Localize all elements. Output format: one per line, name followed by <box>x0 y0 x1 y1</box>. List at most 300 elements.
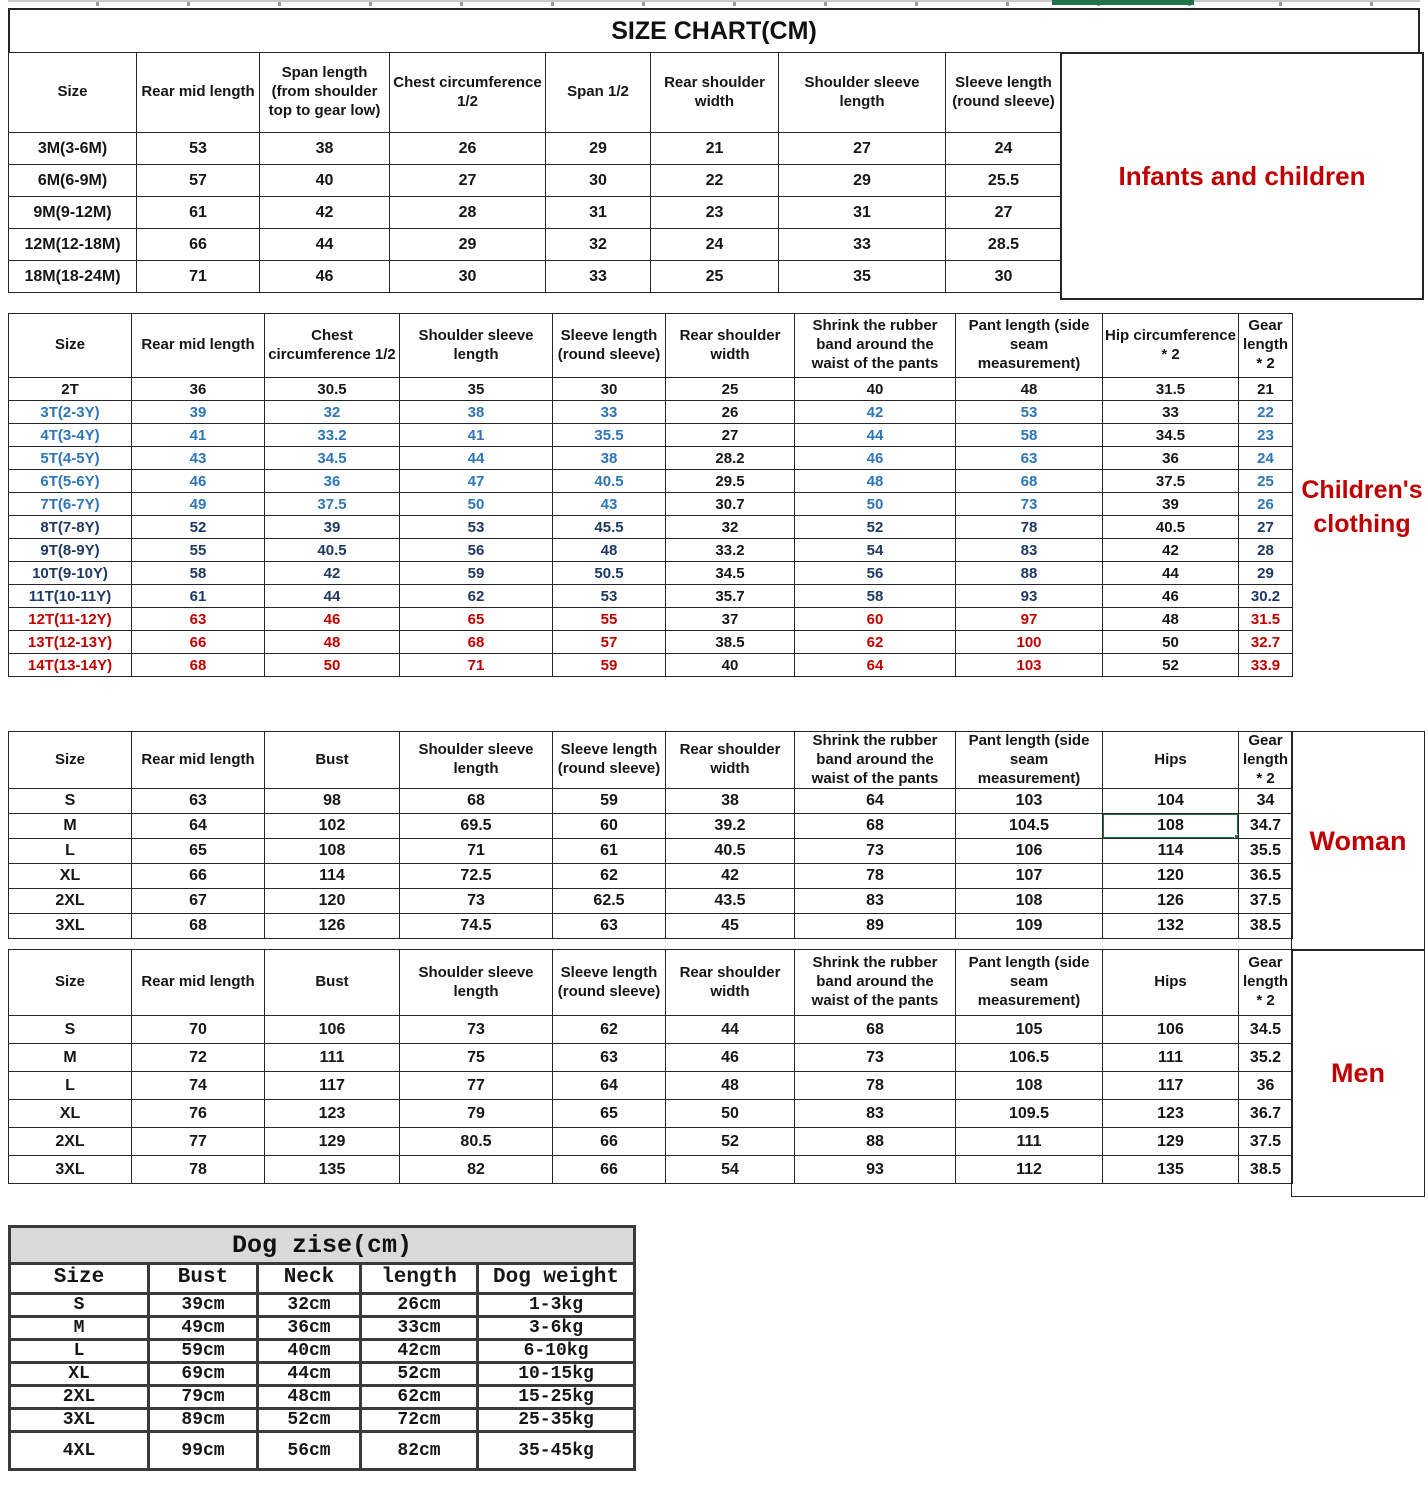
table-cell: 79 <box>400 1100 553 1128</box>
table-cell: 14T(13-14Y) <box>9 654 132 677</box>
table-cell: 68 <box>132 914 265 939</box>
table-cell: 64 <box>795 789 956 814</box>
table-cell: XL <box>9 1100 132 1128</box>
table-cell: 34.5 <box>265 447 400 470</box>
column-header: Pant length (side seam measurement) <box>956 732 1103 789</box>
table-cell: 59 <box>400 562 553 585</box>
table-cell: 83 <box>956 539 1103 562</box>
table-cell: 61 <box>137 197 260 229</box>
table-cell: 6T(5-6Y) <box>9 470 132 493</box>
table-cell: 38 <box>666 789 795 814</box>
table-cell: 68 <box>400 789 553 814</box>
table-cell: 52cm <box>361 1363 478 1386</box>
table-cell: 24 <box>651 229 779 261</box>
table-cell: 33.2 <box>265 424 400 447</box>
table-cell: 129 <box>265 1128 400 1156</box>
table-cell: 39.2 <box>666 814 795 839</box>
column-header: length <box>361 1264 478 1294</box>
table-cell: 52 <box>132 516 265 539</box>
table-cell: 48 <box>265 631 400 654</box>
table-cell: 6-10kg <box>478 1340 635 1363</box>
table-cell: 36.5 <box>1239 864 1293 889</box>
table-cell: 32 <box>666 516 795 539</box>
table-row <box>9 889 1293 914</box>
table-cell: 40 <box>666 654 795 677</box>
table-cell: 42 <box>666 864 795 889</box>
table-cell: 111 <box>265 1044 400 1072</box>
table-row <box>10 1340 635 1363</box>
table-cell: 53 <box>137 133 260 165</box>
table-row <box>9 631 1293 654</box>
table-row <box>9 165 1062 197</box>
table-cell: 62 <box>553 864 666 889</box>
table-cell: 39 <box>132 401 265 424</box>
table-cell: 64 <box>132 814 265 839</box>
table-cell: 36 <box>1239 1072 1293 1100</box>
column-header: Rear shoulder width <box>651 53 779 133</box>
table-cell: 59 <box>553 654 666 677</box>
table-cell: 36 <box>132 378 265 401</box>
table-cell: 46 <box>1103 585 1239 608</box>
table-row <box>9 1072 1293 1100</box>
header-row <box>9 950 1293 1016</box>
table-cell: 47 <box>400 470 553 493</box>
column-header: Rear shoulder width <box>666 314 795 378</box>
table-cell: 3-6kg <box>478 1317 635 1340</box>
table-cell: 71 <box>400 839 553 864</box>
column-header: Span length (from shoulder top to gear low) <box>260 53 390 133</box>
table-cell: 33 <box>553 401 666 424</box>
table-cell: 32.7 <box>1239 631 1293 654</box>
table-cell: 37 <box>666 608 795 631</box>
table-cell: 56 <box>795 562 956 585</box>
table-cell: 58 <box>956 424 1103 447</box>
column-header: Neck <box>258 1264 361 1294</box>
table-cell: 7T(6-7Y) <box>9 493 132 516</box>
table-cell: 93 <box>956 585 1103 608</box>
column-header: Sleeve length (round sleeve) <box>553 732 666 789</box>
table-cell: 64 <box>553 1072 666 1100</box>
table-cell: 97 <box>956 608 1103 631</box>
table-cell: 46 <box>795 447 956 470</box>
table-cell: 63 <box>553 914 666 939</box>
table-cell: 35-45kg <box>478 1432 635 1470</box>
table-row <box>9 516 1293 539</box>
table-cell: M <box>10 1317 149 1340</box>
table-cell: 30 <box>390 261 546 293</box>
size-chart-title: SIZE CHART(CM) <box>8 8 1420 54</box>
table-cell: 50 <box>795 493 956 516</box>
spreadsheet-gridline-ticks <box>8 0 1420 6</box>
table-cell: 28.5 <box>946 229 1062 261</box>
table-cell: 63 <box>132 789 265 814</box>
table-cell: 73 <box>795 1044 956 1072</box>
table-cell: 33.9 <box>1239 654 1293 677</box>
table-row <box>9 470 1293 493</box>
table-cell: 99cm <box>149 1432 258 1470</box>
table-cell: 48 <box>1103 608 1239 631</box>
table-cell: 98 <box>265 789 400 814</box>
table-cell: 83 <box>795 1100 956 1128</box>
table-cell: 71 <box>400 654 553 677</box>
table-cell: 6M(6-9M) <box>9 165 137 197</box>
table-cell: 38.5 <box>1239 914 1293 939</box>
table-cell: 25 <box>666 378 795 401</box>
table-cell: 8T(7-8Y) <box>9 516 132 539</box>
table-cell: 32cm <box>258 1294 361 1317</box>
table-cell: 66 <box>137 229 260 261</box>
table-cell: 40 <box>260 165 390 197</box>
table-cell: 135 <box>1103 1156 1239 1184</box>
column-header: Hips <box>1103 950 1239 1016</box>
column-header: Size <box>9 314 132 378</box>
table-cell: 129 <box>1103 1128 1239 1156</box>
table-cell: 38 <box>553 447 666 470</box>
table-cell: 9M(9-12M) <box>9 197 137 229</box>
table-cell: 35 <box>400 378 553 401</box>
column-header: Gear length * 2 <box>1239 314 1293 378</box>
table-cell: 45.5 <box>553 516 666 539</box>
table-row <box>9 814 1293 839</box>
table-cell: 50 <box>666 1100 795 1128</box>
table-row <box>9 585 1293 608</box>
table-cell: 107 <box>956 864 1103 889</box>
table-cell: 31 <box>779 197 946 229</box>
table-cell: 63 <box>132 608 265 631</box>
table-cell: 52cm <box>258 1409 361 1432</box>
column-header: Shoulder sleeve length <box>400 314 553 378</box>
table-cell: S <box>9 1016 132 1044</box>
table-cell: 50.5 <box>553 562 666 585</box>
table-cell: 120 <box>265 889 400 914</box>
table-cell: 59cm <box>149 1340 258 1363</box>
table-cell: 21 <box>1239 378 1293 401</box>
table-cell: 106.5 <box>956 1044 1103 1072</box>
table-cell: 36 <box>265 470 400 493</box>
table-cell: 40cm <box>258 1340 361 1363</box>
table-cell: 38.5 <box>1239 1156 1293 1184</box>
table-cell: 32 <box>546 229 651 261</box>
table-cell: 3XL <box>9 914 132 939</box>
table-cell: 56cm <box>258 1432 361 1470</box>
column-header: Sleeve length (round sleeve) <box>553 950 666 1016</box>
column-header: Sleeve length (round sleeve) <box>946 53 1062 133</box>
table-cell: 43 <box>132 447 265 470</box>
table-cell: 36cm <box>258 1317 361 1340</box>
table-cell: 63 <box>956 447 1103 470</box>
table-cell: 126 <box>1103 889 1239 914</box>
table-cell: 26cm <box>361 1294 478 1317</box>
table-cell: 62 <box>795 631 956 654</box>
table-cell: 28 <box>1239 539 1293 562</box>
table-cell: 50 <box>1103 631 1239 654</box>
column-header: Pant length (side seam measurement) <box>956 950 1103 1016</box>
table-cell: 70 <box>132 1016 265 1044</box>
table-cell: L <box>9 839 132 864</box>
table-row <box>10 1294 635 1317</box>
table-cell: 61 <box>132 585 265 608</box>
table-cell: 73 <box>956 493 1103 516</box>
table-cell: 112 <box>956 1156 1103 1184</box>
table-cell: 72 <box>132 1044 265 1072</box>
column-header: Dog weight <box>478 1264 635 1294</box>
table-cell: 72cm <box>361 1409 478 1432</box>
table-cell: 77 <box>400 1072 553 1100</box>
column-header: Bust <box>265 732 400 789</box>
table-cell: 34.5 <box>1239 1016 1293 1044</box>
table-cell: 83 <box>795 889 956 914</box>
table-cell: 44cm <box>258 1363 361 1386</box>
table-cell: 52 <box>1103 654 1239 677</box>
table-cell: 73 <box>795 839 956 864</box>
table-cell: 27 <box>390 165 546 197</box>
table-cell: 55 <box>132 539 265 562</box>
table-cell: 11T(10-11Y) <box>9 585 132 608</box>
table-row <box>9 133 1062 165</box>
table-cell: 35.2 <box>1239 1044 1293 1072</box>
table-cell: 106 <box>1103 1016 1239 1044</box>
table-cell: 27 <box>946 197 1062 229</box>
table-row <box>9 197 1062 229</box>
table-cell: 33cm <box>361 1317 478 1340</box>
table-cell: M <box>9 814 132 839</box>
table-cell: 108 <box>265 839 400 864</box>
column-header: Size <box>10 1264 149 1294</box>
table-cell: 37.5 <box>1103 470 1239 493</box>
table-cell: 25 <box>651 261 779 293</box>
table-cell: 12M(12-18M) <box>9 229 137 261</box>
table-cell: 73 <box>400 1016 553 1044</box>
table-row <box>9 539 1293 562</box>
table-cell: 114 <box>1103 839 1239 864</box>
table-cell: 24 <box>946 133 1062 165</box>
table-row <box>9 839 1293 864</box>
table-cell: 27 <box>779 133 946 165</box>
table-cell: 34.5 <box>666 562 795 585</box>
table-cell: 68 <box>795 1016 956 1044</box>
table-cell: 55 <box>553 608 666 631</box>
table-cell: 111 <box>1103 1044 1239 1072</box>
table-cell: 62 <box>400 585 553 608</box>
table-cell: 50 <box>265 654 400 677</box>
table-cell: 24 <box>1239 447 1293 470</box>
table-cell: 82 <box>400 1156 553 1184</box>
table-cell: 2XL <box>10 1386 149 1409</box>
table-cell: 5T(4-5Y) <box>9 447 132 470</box>
table-cell: 75 <box>400 1044 553 1072</box>
table-cell: 132 <box>1103 914 1239 939</box>
table-cell: 26 <box>390 133 546 165</box>
table-cell: 60 <box>795 608 956 631</box>
table-cell: 35 <box>779 261 946 293</box>
table-cell: 49 <box>132 493 265 516</box>
column-header: Rear mid length <box>137 53 260 133</box>
table-cell: 29 <box>546 133 651 165</box>
table-row <box>9 1128 1293 1156</box>
table-cell: S <box>10 1294 149 1317</box>
table-cell: 30.2 <box>1239 585 1293 608</box>
column-header: Span 1/2 <box>546 53 651 133</box>
table-cell: 3T(2-3Y) <box>9 401 132 424</box>
table-cell: 10T(9-10Y) <box>9 562 132 585</box>
table-cell: 48cm <box>258 1386 361 1409</box>
header-row <box>10 1264 635 1294</box>
table-cell: 42 <box>795 401 956 424</box>
table-cell: 52 <box>795 516 956 539</box>
column-header: Size <box>9 53 137 133</box>
table-cell: 40 <box>795 378 956 401</box>
table-cell: 68 <box>400 631 553 654</box>
table-cell: 9T(8-9Y) <box>9 539 132 562</box>
table-cell: 43 <box>553 493 666 516</box>
table-cell: 102 <box>265 814 400 839</box>
table-cell: 43.5 <box>666 889 795 914</box>
table-cell: 62.5 <box>553 889 666 914</box>
column-header: Bust <box>265 950 400 1016</box>
column-header: Rear mid length <box>132 732 265 789</box>
table-cell: 33.2 <box>666 539 795 562</box>
table-cell: 38.5 <box>666 631 795 654</box>
dog-size-table <box>8 1262 636 1471</box>
header-row <box>9 732 1293 789</box>
infants-size-table <box>8 52 1062 293</box>
table-cell: 44 <box>795 424 956 447</box>
table-cell: 27 <box>1239 516 1293 539</box>
table-cell: 42 <box>265 562 400 585</box>
table-cell: 34.7 <box>1239 814 1293 839</box>
table-row <box>9 789 1293 814</box>
column-header: Rear mid length <box>132 950 265 1016</box>
table-cell: 62cm <box>361 1386 478 1409</box>
table-cell: 69cm <box>149 1363 258 1386</box>
table-row <box>9 378 1293 401</box>
table-cell: 78 <box>795 864 956 889</box>
table-cell: 3M(3-6M) <box>9 133 137 165</box>
table-cell: 49cm <box>149 1317 258 1340</box>
table-cell: 42 <box>1103 539 1239 562</box>
table-cell: 78 <box>132 1156 265 1184</box>
table-cell: 88 <box>956 562 1103 585</box>
table-cell: 28.2 <box>666 447 795 470</box>
table-cell: 88 <box>795 1128 956 1156</box>
selection-column-indicator <box>1052 0 1194 5</box>
table-row <box>9 1156 1293 1184</box>
table-cell: 29 <box>779 165 946 197</box>
table-cell: 42 <box>260 197 390 229</box>
table-cell: 114 <box>265 864 400 889</box>
table-cell: 4XL <box>10 1432 149 1470</box>
table-cell: 4T(3-4Y) <box>9 424 132 447</box>
table-cell: 68 <box>795 814 956 839</box>
table-cell: 44 <box>400 447 553 470</box>
column-header: Shrink the rubber band around the waist of the pants <box>795 314 956 378</box>
table-row <box>9 608 1293 631</box>
table-cell: 3XL <box>9 1156 132 1184</box>
table-cell: 29 <box>390 229 546 261</box>
table-row <box>10 1432 635 1470</box>
table-cell: 37.5 <box>1239 889 1293 914</box>
table-cell: 30.7 <box>666 493 795 516</box>
table-cell: 44 <box>265 585 400 608</box>
table-cell: 25-35kg <box>478 1409 635 1432</box>
table-row <box>9 1016 1293 1044</box>
table-cell: 50 <box>400 493 553 516</box>
column-header: Pant length (side seam measurement) <box>956 314 1103 378</box>
table-cell: 36.7 <box>1239 1100 1293 1128</box>
table-row <box>9 864 1293 889</box>
table-cell: 30 <box>546 165 651 197</box>
table-cell: 1-3kg <box>478 1294 635 1317</box>
table-cell: 48 <box>795 470 956 493</box>
column-header: Shoulder sleeve length <box>779 53 946 133</box>
selected-cell: 108 <box>1103 814 1239 839</box>
table-cell: 54 <box>666 1156 795 1184</box>
table-cell: 108 <box>956 1072 1103 1100</box>
table-row <box>10 1386 635 1409</box>
table-cell: 117 <box>265 1072 400 1100</box>
table-cell: 66 <box>132 631 265 654</box>
table-cell: 37.5 <box>1239 1128 1293 1156</box>
table-cell: 68 <box>956 470 1103 493</box>
table-cell: 57 <box>553 631 666 654</box>
children-section-label: Children's clothing <box>1301 476 1423 538</box>
table-row <box>10 1317 635 1340</box>
table-cell: 42cm <box>361 1340 478 1363</box>
table-cell: 48 <box>956 378 1103 401</box>
table-cell: 26 <box>666 401 795 424</box>
table-cell: 66 <box>553 1128 666 1156</box>
table-cell: 33 <box>1103 401 1239 424</box>
dog-table-title: Dog zise(cm) <box>8 1225 636 1265</box>
header-row <box>9 314 1293 378</box>
table-cell: 66 <box>132 864 265 889</box>
table-cell: 111 <box>956 1128 1103 1156</box>
table-row <box>9 401 1293 424</box>
column-header: Size <box>9 950 132 1016</box>
table-row <box>9 424 1293 447</box>
table-cell: 77 <box>132 1128 265 1156</box>
table-row <box>9 914 1293 939</box>
table-cell: 30 <box>553 378 666 401</box>
table-cell: 39cm <box>149 1294 258 1317</box>
table-cell: 126 <box>265 914 400 939</box>
table-cell: 29 <box>1239 562 1293 585</box>
table-cell: 74 <box>132 1072 265 1100</box>
column-header: Gear length * 2 <box>1239 732 1293 789</box>
table-cell: 73 <box>400 889 553 914</box>
table-cell: 22 <box>1239 401 1293 424</box>
table-cell: 135 <box>265 1156 400 1184</box>
table-cell: 54 <box>795 539 956 562</box>
table-cell: 34 <box>1239 789 1293 814</box>
table-cell: 82cm <box>361 1432 478 1470</box>
column-header: Shoulder sleeve length <box>400 732 553 789</box>
table-cell: 65 <box>400 608 553 631</box>
table-cell: 35.7 <box>666 585 795 608</box>
table-cell: 56 <box>400 539 553 562</box>
table-cell: XL <box>10 1363 149 1386</box>
table-cell: 38 <box>260 133 390 165</box>
table-cell: 68 <box>132 654 265 677</box>
table-cell: 44 <box>666 1016 795 1044</box>
table-row <box>9 261 1062 293</box>
table-cell: 117 <box>1103 1072 1239 1100</box>
table-row <box>9 654 1293 677</box>
table-cell: 48 <box>553 539 666 562</box>
table-cell: L <box>10 1340 149 1363</box>
table-cell: 89cm <box>149 1409 258 1432</box>
table-cell: 53 <box>553 585 666 608</box>
